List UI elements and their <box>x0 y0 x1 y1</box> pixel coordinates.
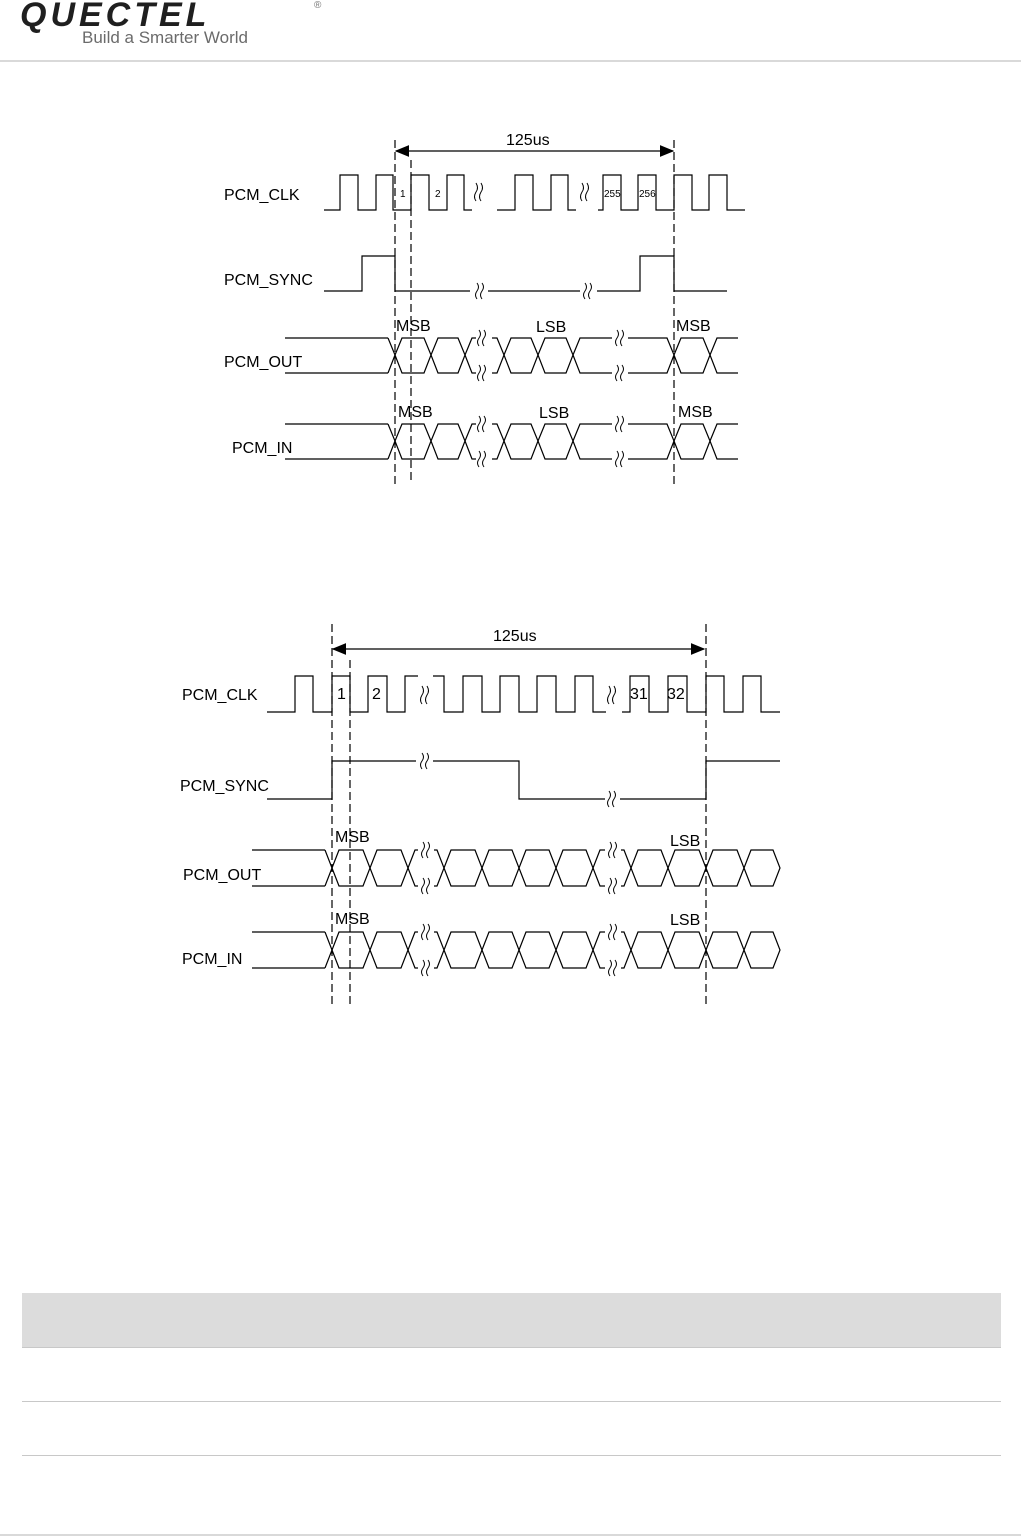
period-label: 125us <box>493 628 537 645</box>
clk-number: 2 <box>372 686 381 703</box>
clk-number: 32 <box>667 686 685 703</box>
signal-label-pcm-clk: PCM_CLK <box>224 187 300 204</box>
clk-number: 1 <box>400 189 406 200</box>
signal-label-pcm-in: PCM_IN <box>232 440 293 457</box>
timing-diagram-long-frame <box>285 140 745 484</box>
timing-diagram-short-frame <box>252 624 780 1005</box>
period-label: 125us <box>506 132 550 149</box>
pcm-sync-waveform-2 <box>433 761 605 799</box>
footer-divider <box>0 1534 1021 1536</box>
logo-brand: QUECTEL <box>20 0 211 34</box>
table-row-divider <box>22 1455 1001 1456</box>
timing-diagram-short-frame-labels <box>180 628 700 968</box>
pcm-out-waveform <box>252 850 780 886</box>
break-marks <box>421 686 617 976</box>
in-label-msb: MSB <box>335 911 370 928</box>
pcm-out-waveform <box>285 338 738 373</box>
clk-number: 256 <box>639 189 656 200</box>
out-label-msb: MSB <box>335 829 370 846</box>
registered-mark: ® <box>314 0 322 11</box>
table-row-divider <box>22 1401 1001 1402</box>
out-label-msb-next: MSB <box>676 318 711 335</box>
pcm-sync-waveform-3 <box>620 761 780 799</box>
in-label-msb: MSB <box>398 404 433 421</box>
signal-label-pcm-out: PCM_OUT <box>183 867 262 884</box>
clk-number: 1 <box>337 686 346 703</box>
signal-label-pcm-out: PCM_OUT <box>224 354 303 371</box>
signal-label-pcm-clk: PCM_CLK <box>182 687 258 704</box>
in-label-lsb: LSB <box>670 912 701 929</box>
pcm-sync-waveform-3 <box>597 256 727 291</box>
out-label-msb: MSB <box>396 318 431 335</box>
pcm-sync-waveform <box>267 761 416 799</box>
logo-tagline: Build a Smarter World <box>82 28 248 47</box>
clk-number: 255 <box>604 189 621 200</box>
out-label-lsb: LSB <box>670 833 701 850</box>
table-header-row <box>22 1293 1001 1348</box>
pcm-sync-waveform <box>324 256 470 291</box>
in-label-lsb: LSB <box>539 405 570 422</box>
pcm-clk-waveform-2 <box>497 175 576 210</box>
signal-label-pcm-sync: PCM_SYNC <box>224 272 313 289</box>
pcm-in-waveform <box>252 932 780 968</box>
clk-number: 2 <box>435 189 441 200</box>
pcm-clk-waveform <box>324 175 472 210</box>
signal-label-pcm-sync: PCM_SYNC <box>180 778 269 795</box>
signal-label-pcm-in: PCM_IN <box>182 951 243 968</box>
in-label-msb-next: MSB <box>678 404 713 421</box>
table-row-divider <box>22 1347 1001 1348</box>
pcm-clk-waveform-2 <box>433 676 606 712</box>
out-label-lsb: LSB <box>536 319 567 336</box>
clk-number: 31 <box>630 686 648 703</box>
timing-diagram-long-frame-labels <box>224 132 713 457</box>
pcm-in-waveform <box>285 424 738 459</box>
